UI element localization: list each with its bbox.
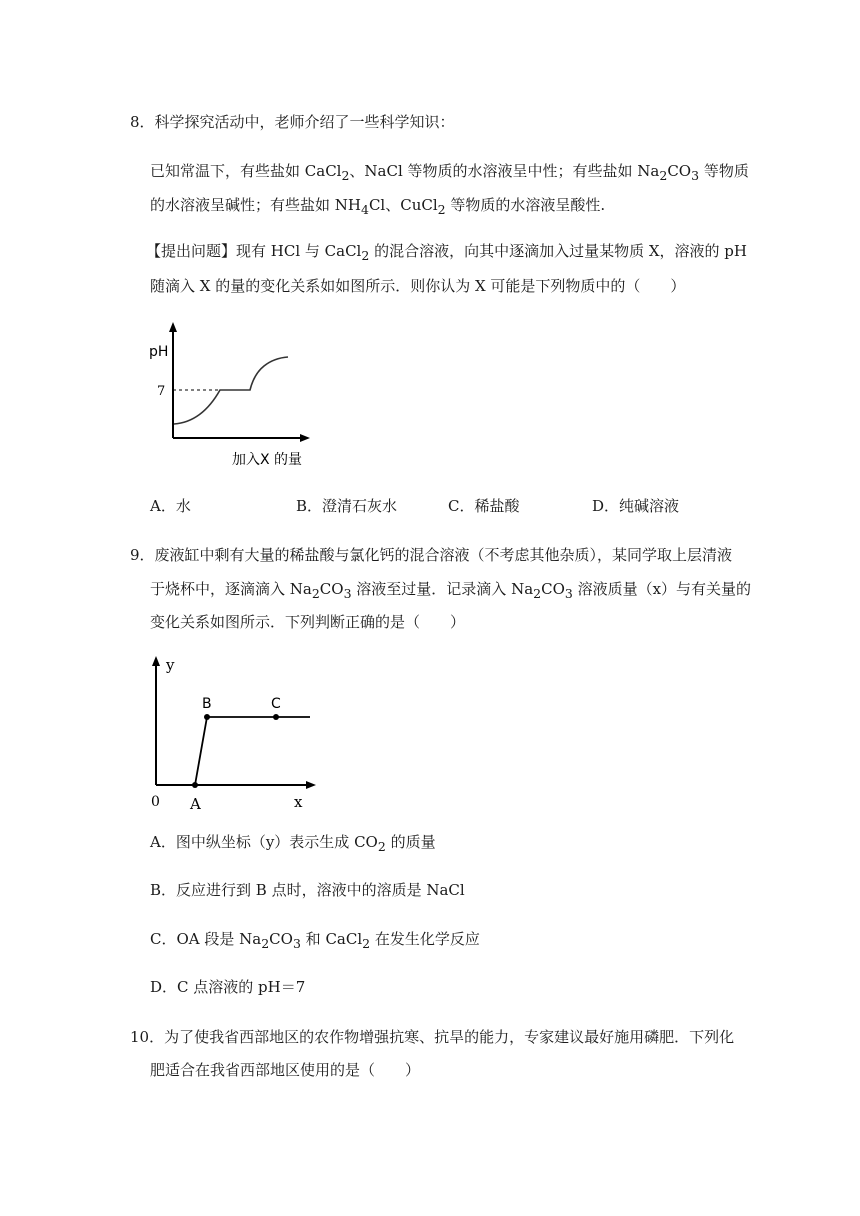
q9-stem-line3: 变化关系如图所示．下列判断正确的是（ ） xyxy=(150,613,466,631)
q8-option-d[interactable]: D．纯碱溶液 xyxy=(592,497,680,515)
x-axis-arrow xyxy=(300,434,310,442)
y-curve xyxy=(195,717,310,785)
q10-stem-line1: 10．为了使我省西部地区的农作物增强抗寒、抗旱的能力，专家建议最好施用磷肥．下列化 xyxy=(130,1028,735,1046)
y-axis-label: pH xyxy=(149,344,169,360)
point-b xyxy=(204,714,210,720)
q9-option-c[interactable]: C．OA 段是 $Na_2CO_3$ 和 CaCl$_2$ 在发生化学反应 xyxy=(150,930,480,951)
q8-para2-line1: 【提出问题】现有 HCl 与 CaCl$_2$ 的混合溶液，向其中逐滴加入过量某物质 X，溶液的 pH xyxy=(146,242,747,263)
point-c xyxy=(273,714,279,720)
point-c-label: C xyxy=(271,696,281,712)
origin-label: 0 xyxy=(151,794,160,810)
y-tick-7: 7 xyxy=(157,384,166,399)
q8-stem: 8．科学探究活动中，老师介绍了一些科学知识： xyxy=(130,113,455,131)
x-axis-label: 加入X 的量 xyxy=(232,452,303,468)
q8-para1-line1: 已知常温下，有些盐如 CaCl$_2$、NaCl 等物质的水溶液呈中性；有些盐如 $Na_2CO_3$ 等物质 xyxy=(150,162,749,183)
q8-option-b[interactable]: B．澄清石灰水 xyxy=(296,497,398,515)
q8-option-a[interactable]: A．水 xyxy=(150,497,191,515)
x-axis-label: x xyxy=(294,793,303,811)
point-a-label: A xyxy=(190,795,201,813)
q9-stem-line2: 于烧杯中，逐滴滴入 $Na_2CO_3$ 溶液至过量．记录滴入 $Na_2CO_3$ 溶液质量（x）与有关量的 xyxy=(150,580,752,601)
q8-option-c[interactable]: C．稀盐酸 xyxy=(448,497,520,515)
q8-options xyxy=(150,496,750,516)
y-axis-arrow xyxy=(152,656,160,666)
q8-para2-line2: 随滴入 X 的量的变化关系如如图所示．则你认为 X 可能是下列物质中的（ ） xyxy=(150,277,686,295)
q9-graph xyxy=(140,650,340,818)
y-axis-arrow xyxy=(169,322,177,332)
q10-stem-line2: 肥适合在我省西部地区使用的是（ ） xyxy=(150,1061,421,1079)
point-b-label: B xyxy=(202,696,212,712)
q8-para1-line2: 的水溶液呈碱性；有些盐如 $NH_4Cl$、CuCl$_2$ 等物质的水溶液呈酸性. xyxy=(150,196,606,217)
q9-stem-line1: 9．废液缸中剩有大量的稀盐酸与氯化钙的混合溶液（不考虑其他杂质），某同学取上层清液 xyxy=(130,546,733,564)
q9-option-b[interactable]: B．反应进行到 B 点时，溶液中的溶质是 NaCl xyxy=(150,881,465,899)
q9-option-a[interactable]: A．图中纵坐标（y）表示生成 $CO_2$ 的质量 xyxy=(150,833,436,854)
point-a xyxy=(192,782,198,788)
x-axis-arrow xyxy=(306,781,316,789)
y-axis-label: y xyxy=(166,656,175,674)
q9-option-d[interactable]: D．C 点溶液的 pH＝7 xyxy=(150,978,306,996)
q8-ph-graph xyxy=(140,318,340,478)
